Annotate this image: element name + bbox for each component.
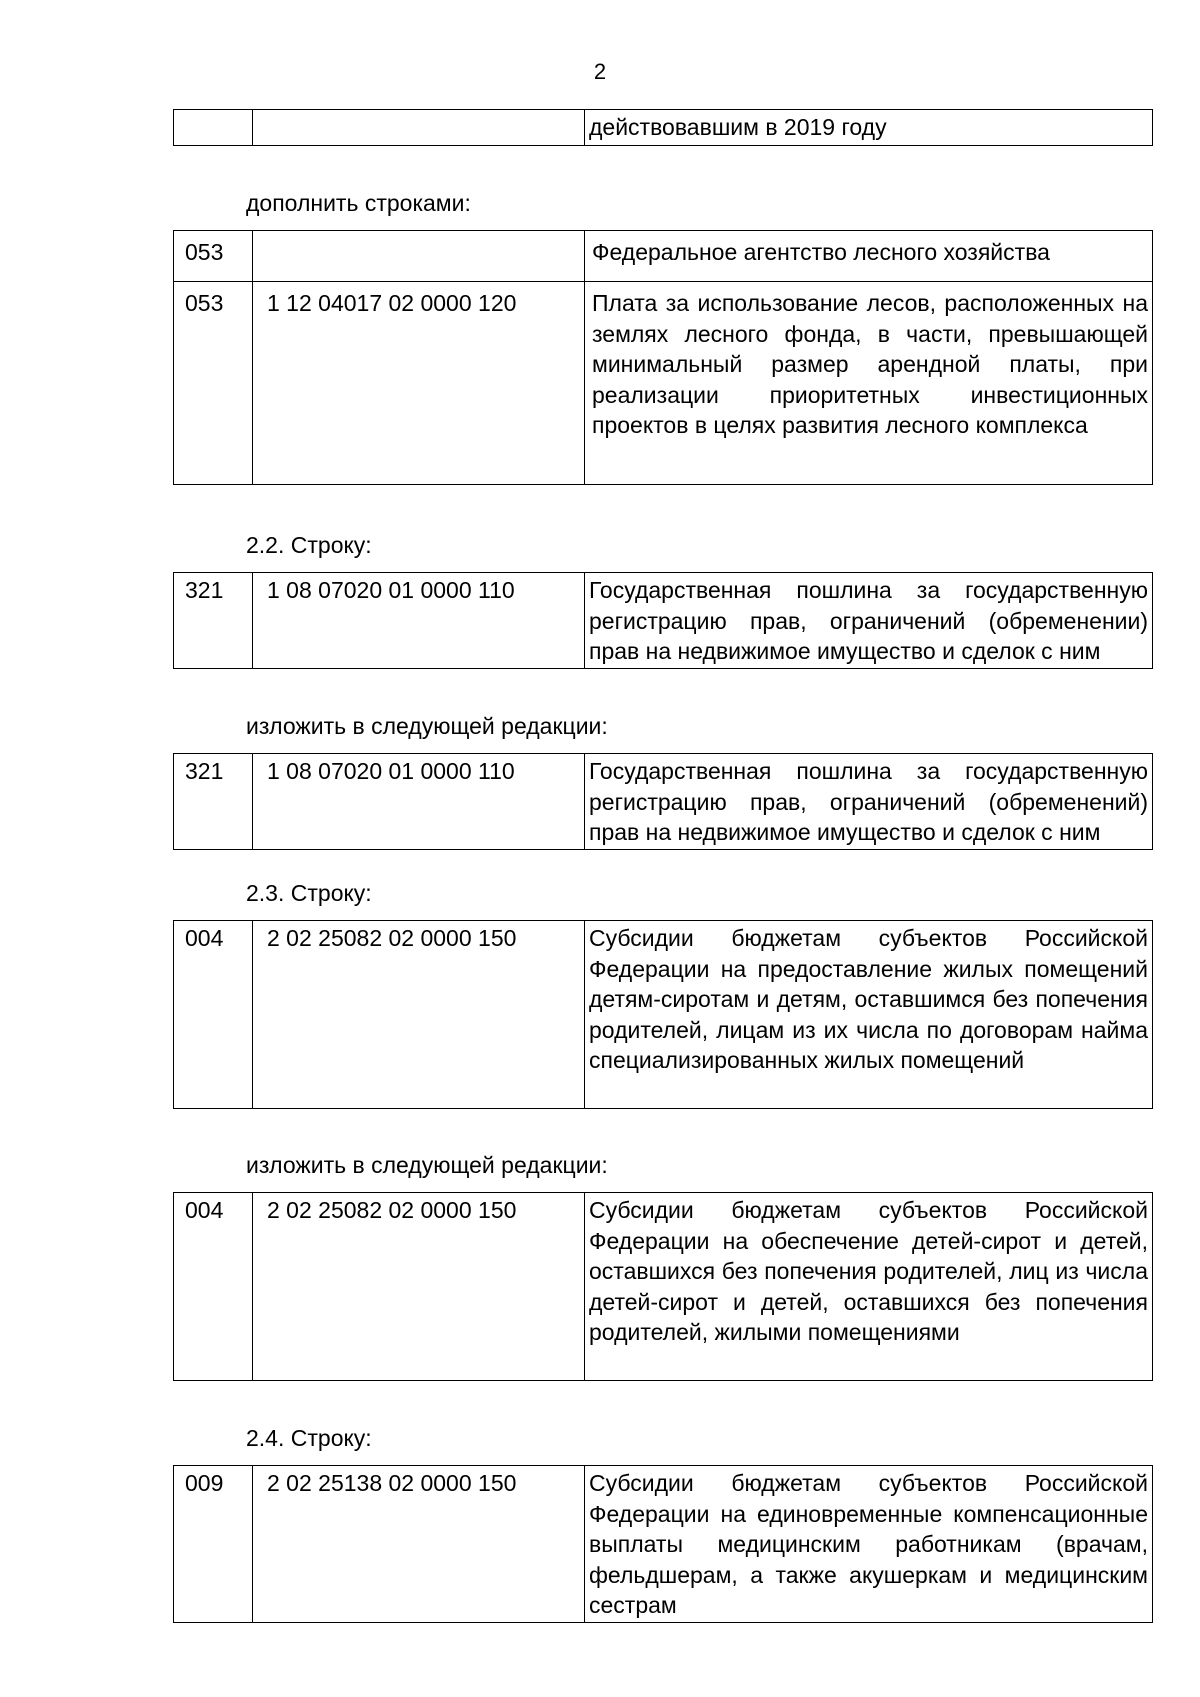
table-row bbox=[174, 573, 1153, 669]
continuation-table bbox=[173, 109, 1153, 146]
kbk-cell: 1 08 07020 01 0000 110 bbox=[253, 573, 585, 669]
table-row bbox=[174, 921, 1153, 1109]
paragraph-new-edition: изложить в следующей редакции: bbox=[246, 1152, 608, 1178]
paragraph-new-edition: изложить в следующей редакции: bbox=[246, 713, 608, 739]
added-rows-table bbox=[173, 230, 1153, 485]
code-cell: 009 bbox=[174, 1466, 253, 1623]
table-row bbox=[174, 1193, 1153, 1381]
description-cell: Субсидии бюджетам субъектов Российской Федерации на предоставление жилых помещений детям-сиротам и детям, оставшимся без попечения родителей, лицам из их числа по договорам найма специализированных жилых помещений bbox=[585, 921, 1153, 1109]
table-row bbox=[174, 231, 1153, 282]
page-number: 2 bbox=[593, 59, 607, 84]
old-row-table-2-3 bbox=[173, 920, 1153, 1109]
kbk-cell: 2 02 25082 02 0000 150 bbox=[253, 921, 585, 1109]
kbk-cell bbox=[253, 231, 585, 282]
description-cell: Государственная пошлина за государственную регистрацию прав, ограничений (обременений) прав на недвижимое имущество и сделок с ним bbox=[585, 754, 1153, 850]
paragraph-section-2-3: 2.3. Строку: bbox=[246, 880, 372, 906]
code-cell: 321 bbox=[174, 754, 253, 850]
code-cell bbox=[174, 110, 253, 146]
kbk-cell: 1 12 04017 02 0000 120 bbox=[253, 282, 585, 485]
description-cell: Субсидии бюджетам субъектов Российской Федерации на единовременные компенсационные выплаты медицинским работникам (врачам, фельдшерам, а также акушеркам и медицинским сестрам bbox=[585, 1466, 1153, 1623]
description-cell: Государственная пошлина за государственную регистрацию прав, ограничений (обременении) прав на недвижимое имущество и сделок с ним bbox=[585, 573, 1153, 669]
description-cell: действовавшим в 2019 году bbox=[585, 110, 1153, 146]
table-row bbox=[174, 1466, 1153, 1623]
code-cell: 053 bbox=[174, 282, 253, 485]
old-row-table-2-4 bbox=[173, 1465, 1153, 1623]
description-cell: Субсидии бюджетам субъектов Российской Федерации на обеспечение детей-сирот и детей, оставшихся без попечения родителей, лиц из числа детей-сирот и детей, оставшихся без попечения родителей, жилыми помещениями bbox=[585, 1193, 1153, 1381]
description-cell: Плата за использование лесов, расположенных на землях лесного фонда, в части, превышающей минимальный размер арендной платы, при реализации приоритетных инвестиционных проектов в целях развития лесного комплекса bbox=[585, 282, 1153, 485]
paragraph-section-2-4: 2.4. Строку: bbox=[246, 1425, 372, 1451]
old-row-table-2-2 bbox=[173, 572, 1153, 669]
code-cell: 053 bbox=[174, 231, 253, 282]
new-row-table-2-3 bbox=[173, 1192, 1153, 1381]
table-row bbox=[174, 282, 1153, 485]
table-row bbox=[174, 754, 1153, 850]
new-row-table-2-2 bbox=[173, 753, 1153, 850]
kbk-cell: 2 02 25138 02 0000 150 bbox=[253, 1466, 585, 1623]
kbk-cell: 2 02 25082 02 0000 150 bbox=[253, 1193, 585, 1381]
description-cell: Федеральное агентство лесного хозяйства bbox=[585, 231, 1153, 282]
code-cell: 321 bbox=[174, 573, 253, 669]
kbk-cell bbox=[253, 110, 585, 146]
kbk-cell: 1 08 07020 01 0000 110 bbox=[253, 754, 585, 850]
paragraph-section-2-2: 2.2. Строку: bbox=[246, 532, 372, 558]
code-cell: 004 bbox=[174, 921, 253, 1109]
paragraph-add-rows: дополнить строками: bbox=[246, 190, 471, 216]
code-cell: 004 bbox=[174, 1193, 253, 1381]
table-row bbox=[174, 110, 1153, 146]
